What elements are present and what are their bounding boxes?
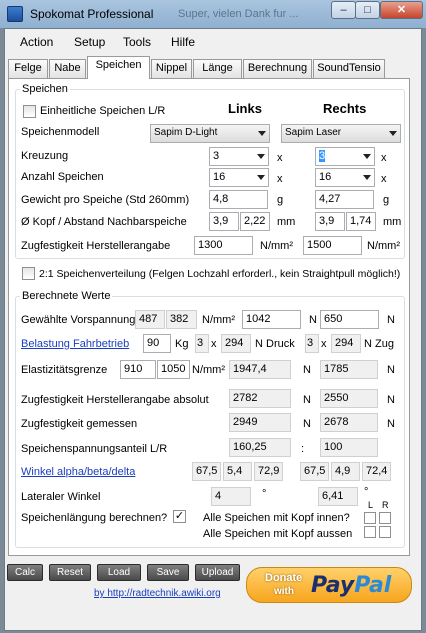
kreuzung-rechts-x: x <box>381 152 387 164</box>
elastizitaet-unit: N/mm² <box>192 364 225 376</box>
verteilung-checkbox[interactable] <box>22 267 35 280</box>
upload-button[interactable]: Upload <box>195 564 240 581</box>
zug-gemessen-links-unit: N <box>303 418 311 430</box>
save-button[interactable]: Save <box>147 564 189 581</box>
abstand-rechts-input[interactable]: 1,74 <box>346 212 376 231</box>
zug-absolut-links-value: 2782 <box>229 389 291 408</box>
belastung-zug-unit: N Zug <box>364 338 394 350</box>
background-window-title: Super, vielen Dank fur ... <box>178 8 299 20</box>
kreuzung-label: Kreuzung <box>21 150 69 162</box>
anzahl-rechts-value: 16 <box>319 171 332 183</box>
anteil-rechts-value: 100 <box>320 438 378 457</box>
kreuzung-links-x: x <box>277 152 283 164</box>
zugfestigkeit-links-input[interactable]: 1300 <box>194 236 253 255</box>
with-text: with <box>274 586 294 597</box>
modell-links-select[interactable] <box>150 124 270 143</box>
vorspannung-rechts-unit: N <box>387 314 395 326</box>
links-column-label: L <box>368 500 374 510</box>
zug-gemessen-rechts-value: 2678 <box>320 413 378 432</box>
belastung-druck-unit: N Druck <box>255 338 295 350</box>
winkel-delta-links-value: 72,9 <box>254 462 283 481</box>
tab-laenge[interactable]: Länge <box>193 59 242 78</box>
rechts-column-label: R <box>382 500 389 510</box>
window-title: Spokomat Professional <box>30 7 154 21</box>
vorspannung-a-value: 487 <box>135 310 165 329</box>
zugfestigkeit-rechts-unit: N/mm² <box>367 240 400 252</box>
zug-absolut-rechts-value: 2550 <box>320 389 378 408</box>
kopf-links-input[interactable]: 3,9 <box>209 212 239 231</box>
anzahl-links-select[interactable] <box>209 168 269 187</box>
modell-rechts-value: Sapim Laser <box>285 127 342 138</box>
zugfestigkeit-links-unit: N/mm² <box>260 240 293 252</box>
vorspannung-b-value: 382 <box>166 310 197 329</box>
berechnet-group-title: Berechnete Werte <box>22 290 111 302</box>
minimize-button[interactable]: – <box>331 1 356 19</box>
kopf-aussen-rechts-checkbox[interactable] <box>379 526 391 538</box>
winkel-beta-links-value: 5,4 <box>223 462 252 481</box>
gewicht-links-unit: g <box>277 194 284 206</box>
chevron-down-icon <box>257 175 265 180</box>
kreuzung-rechts-value: 3 <box>319 150 326 162</box>
chevron-down-icon <box>363 154 371 159</box>
belastung-kg-input[interactable]: 90 <box>143 334 171 353</box>
elastizitaet-label: Elastizitätsgrenze <box>21 364 108 376</box>
belastung-zug-multiplier: 3 <box>305 334 319 353</box>
vorspannung-links-input[interactable]: 1042 <box>242 310 301 329</box>
winkel-delta-rechts-value: 72,4 <box>362 462 391 481</box>
zug-absolut-label: Zugfestigkeit Herstellerangabe absolut <box>21 394 209 406</box>
laengung-label: Speichenlängung berechnen? <box>21 512 168 524</box>
lateral-rechts-unit: ° <box>364 486 369 498</box>
menu-hilfe[interactable]: Hilfe <box>171 35 196 49</box>
einheitliche-label: Einheitliche Speichen L/R <box>40 105 166 117</box>
belastung-druck-x: x <box>211 338 217 350</box>
load-button[interactable]: Load <box>97 564 141 581</box>
zug-absolut-links-unit: N <box>303 394 311 406</box>
belastung-zug-x: x <box>321 338 327 350</box>
kreuzung-links-select[interactable] <box>209 147 269 166</box>
gewicht-rechts-unit: g <box>383 194 390 206</box>
zug-gemessen-rechts-unit: N <box>387 418 395 430</box>
kopf-links-unit: mm <box>277 216 296 228</box>
modell-links-value: Sapim D-Light <box>154 127 218 138</box>
kopf-innen-rechts-checkbox[interactable] <box>379 512 391 524</box>
modell-label: Speichenmodell <box>21 126 100 138</box>
zug-gemessen-label: Zugfestigkeit gemessen <box>21 418 138 430</box>
anzahl-links-x: x <box>277 173 283 185</box>
belastung-kg-unit: Kg <box>175 338 189 350</box>
footer-link[interactable]: by http://radtechnik.awiki.org <box>94 588 221 599</box>
winkel-link[interactable]: Winkel alpha/beta/delta <box>21 466 136 478</box>
kopf-rechts-input[interactable]: 3,9 <box>315 212 345 231</box>
paypal-logo-pay: Pay <box>311 573 355 598</box>
kopf-innen-links-checkbox[interactable] <box>364 512 376 524</box>
zugfestigkeit-rechts-input[interactable]: 1500 <box>303 236 362 255</box>
vorspannung-rechts-input[interactable]: 650 <box>320 310 379 329</box>
tab-felge[interactable]: Felge <box>8 59 48 78</box>
tab-soundtensio[interactable]: SoundTensio <box>313 59 385 78</box>
links-heading: Links <box>228 101 262 116</box>
tab-nippel[interactable]: Nippel <box>151 59 192 78</box>
lateral-rechts-value: 6,41 <box>318 487 358 506</box>
kopf-aussen-label: Alle Speichen mit Kopf aussen <box>203 528 353 540</box>
kopf-label: Ø Kopf / Abstand Nachbarspeiche <box>21 216 187 228</box>
chevron-down-icon <box>257 154 265 159</box>
belastung-link[interactable]: Belastung Fahrbetrieb <box>21 338 130 350</box>
zug-absolut-rechts-unit: N <box>387 394 395 406</box>
lateral-links-unit: ° <box>262 488 267 500</box>
vorspannung-label: Gewählte Vorspannung <box>21 314 136 326</box>
laengung-checkbox[interactable] <box>173 510 186 523</box>
chevron-down-icon <box>363 175 371 180</box>
vorspannung-links-unit: N <box>309 314 317 326</box>
anzahl-label: Anzahl Speichen <box>21 171 104 183</box>
close-button[interactable]: ✕ <box>380 1 423 19</box>
anteil-separator: : <box>301 443 305 455</box>
anteil-label: Speichenspannungsanteil L/R <box>21 443 168 455</box>
winkel-beta-rechts-value: 4,9 <box>331 462 360 481</box>
abstand-links-input[interactable]: 2,22 <box>240 212 270 231</box>
gewicht-links-input[interactable]: 4,8 <box>209 190 268 209</box>
chevron-down-icon <box>389 131 397 136</box>
winkel-alpha-links-value: 67,5 <box>192 462 221 481</box>
reset-button[interactable]: Reset <box>49 564 91 581</box>
belastung-zug-value: 294 <box>331 334 361 353</box>
paypal-logo-pal: Pal <box>354 573 392 598</box>
belastung-druck-value: 294 <box>221 334 251 353</box>
tab-speichen[interactable]: Speichen <box>87 56 150 79</box>
anteil-links-value: 160,25 <box>229 438 291 457</box>
lateral-links-value: 4 <box>211 487 251 506</box>
anzahl-rechts-select[interactable] <box>315 168 375 187</box>
gewicht-rechts-input[interactable]: 4,27 <box>315 190 374 209</box>
menu-bar <box>5 29 421 53</box>
tab-berechnung[interactable]: Berechnung <box>243 59 312 78</box>
kreuzung-links-value: 3 <box>213 150 220 162</box>
donate-text: Donate <box>265 572 303 584</box>
belastung-druck-multiplier: 3 <box>195 334 209 353</box>
elastizitaet-links-value: 1947,4 <box>229 360 291 379</box>
verteilung-label: 2:1 Speichenverteilung (Felgen Lochzahl erforderl., kein Straightpull möglich!) <box>39 268 401 280</box>
menu-action[interactable]: Action <box>20 35 54 49</box>
kopf-innen-label: Alle Speichen mit Kopf innen? <box>203 512 350 524</box>
elastizitaet-rechts-value: 1785 <box>320 360 378 379</box>
menu-tools[interactable]: Tools <box>123 35 152 49</box>
app-icon <box>7 6 23 22</box>
paypal-donate-button[interactable] <box>246 567 412 603</box>
einheitliche-checkbox[interactable] <box>23 105 36 118</box>
vorspannung-unit: N/mm² <box>202 314 235 326</box>
kopf-aussen-links-checkbox[interactable] <box>364 526 376 538</box>
elastizitaet-a-input[interactable]: 910 <box>120 360 156 379</box>
anzahl-links-value: 16 <box>213 171 226 183</box>
lateral-label: Lateraler Winkel <box>21 491 101 503</box>
winkel-alpha-rechts-value: 67,5 <box>300 462 329 481</box>
zug-gemessen-links-value: 2949 <box>229 413 291 432</box>
check-icon: ✓ <box>174 510 185 522</box>
speichen-group-title: Speichen <box>22 83 68 95</box>
elastizitaet-rechts-unit: N <box>387 364 395 376</box>
kopf-rechts-unit: mm <box>383 216 402 228</box>
modell-rechts-select[interactable] <box>281 124 401 143</box>
zugfestigkeit-label: Zugfestigkeit Herstellerangabe <box>21 240 171 252</box>
rechts-heading: Rechts <box>323 101 367 116</box>
anzahl-rechts-x: x <box>381 173 387 185</box>
menu-setup[interactable]: Setup <box>74 35 106 49</box>
paypal-logo <box>311 573 391 598</box>
calc-button[interactable]: Calc <box>7 564 43 581</box>
maximize-button[interactable]: □ <box>355 1 380 19</box>
gewicht-label: Gewicht pro Speiche (Std 260mm) <box>21 194 190 206</box>
kreuzung-rechts-select[interactable] <box>315 147 375 166</box>
elastizitaet-b-input[interactable]: 1050 <box>157 360 190 379</box>
tab-nabe[interactable]: Nabe <box>49 59 86 78</box>
elastizitaet-links-unit: N <box>303 364 311 376</box>
chevron-down-icon <box>258 131 266 136</box>
